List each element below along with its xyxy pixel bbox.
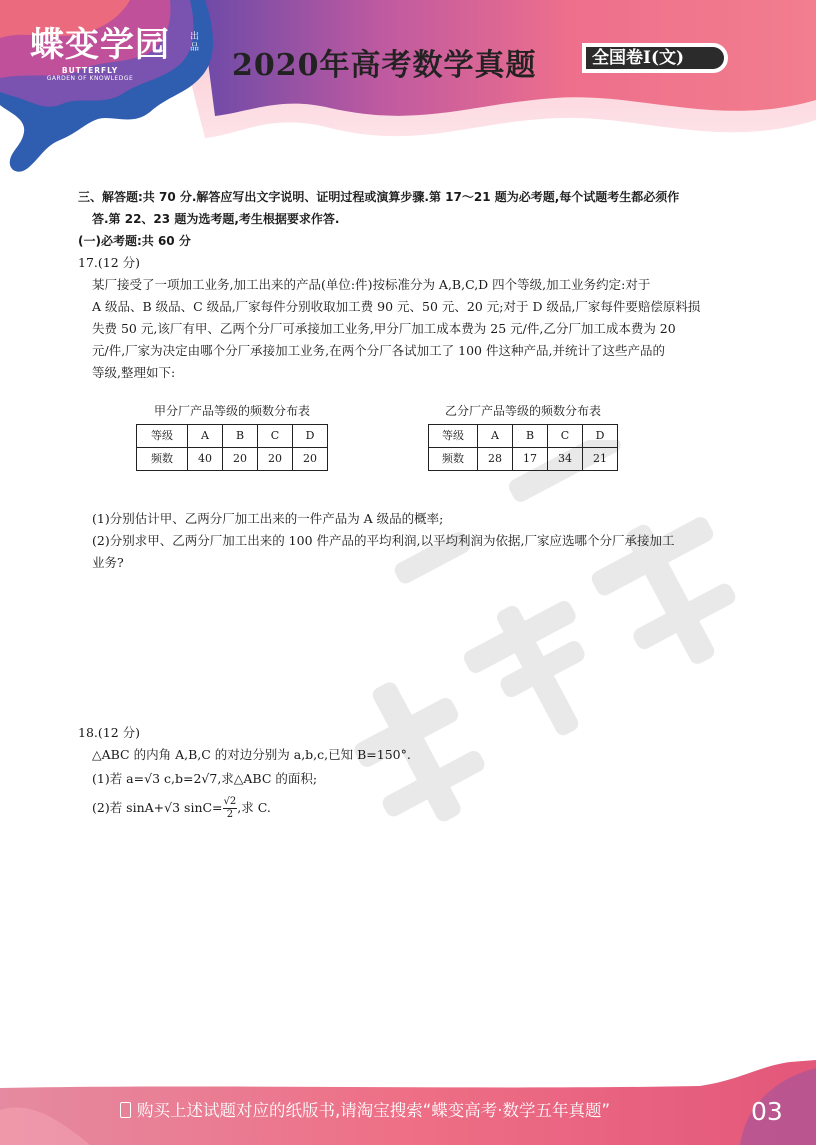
- logo-main-text: 蝶变学园: [30, 25, 170, 65]
- table-row: [429, 448, 618, 471]
- table-cell: 20: [293, 448, 328, 471]
- question-18-part-2-suffix: ,求 C.: [237, 800, 271, 815]
- table-yi-grid: [428, 424, 618, 471]
- table-cell: D: [293, 425, 328, 448]
- table-yi: [428, 402, 618, 471]
- question-18-part-2-prefix: (2)若 sinA+√3 sinC=: [92, 800, 223, 815]
- question-18-stem: △ABC 的内角 A,B,C 的对边分别为 a,b,c,已知 B=150°.: [92, 747, 411, 762]
- sub-heading: (一)必考题:共 60 分: [78, 234, 191, 248]
- question-17-stem-line: 失费 50 元,该厂有甲、乙两个分厂可承接加工业务,甲分厂加工成本费为 25 元/件,乙分厂加工成本费为 20: [92, 321, 676, 336]
- table-row: [429, 425, 618, 448]
- question-17-stem: [78, 274, 758, 384]
- table-cell: C: [258, 425, 293, 448]
- section-heading-line1: 三、解答题:共 70 分.解答应写出文字说明、证明过程或演算步骤.第 17～21 题为必考题,每个试题考生都必须作: [78, 190, 680, 204]
- table-jia: [136, 402, 328, 471]
- question-18-part-1: (1)若 a=√3 c,b=2√7,求△ABC 的面积;: [92, 771, 318, 786]
- page-title: 2020年高考数学真题: [232, 48, 537, 83]
- question-17: [78, 252, 758, 574]
- table-cell: 20: [258, 448, 293, 471]
- question-17-number: 17.(12 分): [78, 255, 141, 270]
- table-row: [137, 448, 328, 471]
- paper-badge: [582, 43, 728, 73]
- question-18-body: [78, 744, 758, 821]
- paper-badge-label: 全国卷Ⅰ(文): [586, 47, 724, 69]
- section-heading: [78, 186, 758, 230]
- table-cell: A: [188, 425, 223, 448]
- publisher-logo: [30, 26, 205, 82]
- table-cell: D: [583, 425, 618, 448]
- question-17-parts: [78, 508, 758, 574]
- table-cell: B: [513, 425, 548, 448]
- question-17-stem-line: 某厂接受了一项加工业务,加工出来的产品(单位:件)按标准分为 A,B,C,D 四个等级,加工业务约定:对于: [92, 277, 651, 292]
- table-cell: 21: [583, 448, 618, 471]
- question-17-stem-line: 元/件,厂家为决定由哪个分厂承接加工业务,在两个分厂各试加工了 100 件这种产品,并统计了这些产品的: [92, 343, 665, 358]
- question-17-part-1: (1)分别估计甲、乙两分厂加工出来的一件产品为 A 级品的概率;: [92, 511, 444, 526]
- question-17-part-2-cont: 业务?: [92, 555, 124, 570]
- table-cell: C: [548, 425, 583, 448]
- logo-subtitle: BUTTERFLY: [61, 66, 119, 75]
- exam-content: [78, 186, 758, 574]
- logo-tagline: GARDEN OF KNOWLEDGE: [46, 75, 134, 82]
- table-cell: 40: [188, 448, 223, 471]
- table-cell: 频数: [137, 448, 188, 471]
- fraction-numerator: √2: [223, 796, 237, 807]
- table-cell: A: [478, 425, 513, 448]
- phone-icon: [120, 1102, 131, 1118]
- question-17-part-2: (2)分别求甲、乙两分厂加工出来的 100 件产品的平均利润,以平均利润为依据,厂家应选哪个分厂承接加工: [92, 533, 675, 548]
- question-18-part-2: [92, 796, 758, 821]
- question-17-stem-line: 等级,整理如下:: [92, 365, 176, 380]
- question-17-stem-line: A 级品、B 级品、C 级品,厂家每件分别收取加工费 90 元、50 元、20 元;对于 D 级品,厂家每件要赔偿原料损: [92, 299, 701, 314]
- question-18-number: 18.(12 分): [78, 725, 141, 740]
- table-jia-caption: 甲分厂产品等级的频数分布表: [153, 404, 310, 418]
- footer-promo-text: 购买上述试题对应的纸版书,请淘宝搜索“蝶变高考·数学五年真题”: [137, 1101, 611, 1120]
- table-yi-caption: 乙分厂产品等级的频数分布表: [444, 404, 601, 418]
- table-cell: 17: [513, 448, 548, 471]
- table-cell: 等级: [429, 425, 478, 448]
- table-cell: 34: [548, 448, 583, 471]
- fraction-denominator: 2: [226, 809, 234, 820]
- logo-tag: 出品: [190, 32, 200, 53]
- question-18: [78, 722, 758, 821]
- table-cell: B: [223, 425, 258, 448]
- table-row: [137, 425, 328, 448]
- table-cell: 等级: [137, 425, 188, 448]
- footer-promo: [120, 1099, 610, 1123]
- table-cell: 20: [223, 448, 258, 471]
- table-cell: 频数: [429, 448, 478, 471]
- table-cell: 28: [478, 448, 513, 471]
- section-heading-line2: 答.第 22、23 题为选考题,考生根据要求作答.: [92, 212, 340, 226]
- frequency-tables: [78, 402, 758, 492]
- fraction: [223, 796, 238, 821]
- table-jia-grid: [136, 424, 328, 471]
- page-number: 03: [751, 1097, 783, 1126]
